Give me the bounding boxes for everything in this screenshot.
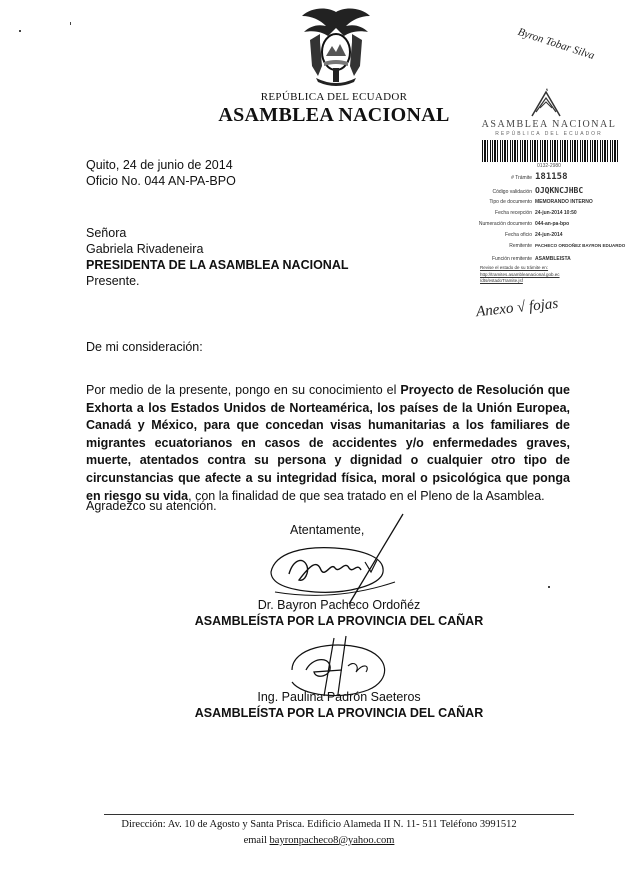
salutation: De mi consideración: xyxy=(86,340,203,354)
barcode xyxy=(482,140,618,162)
stamp-name: ASAMBLEA NACIONAL xyxy=(481,119,617,130)
barcode-number: 0132-2980 xyxy=(537,163,561,169)
stamp-row: Fecha recepción 24-jun-2014 10:50 xyxy=(495,210,577,216)
stamp-row: Remitente PACHECO ORDOÑEZ BAYRON EDUARDO xyxy=(509,243,626,249)
recipient-title: Señora xyxy=(86,226,127,240)
closing: Atentamente, xyxy=(290,523,365,537)
signer-2-name: Ing. Paulina Padrón Saeteros xyxy=(257,690,421,704)
stamp-subtitle: REPÚBLICA DEL ECUADOR xyxy=(495,131,603,137)
email-link[interactable]: bayronpacheco8@yahoo.com xyxy=(269,835,395,846)
stamp-row: Función remitente ASAMBLEISTA xyxy=(491,256,571,262)
footer-email: email bayronpacheco8@yahoo.com xyxy=(243,835,395,846)
scan-speck xyxy=(70,22,71,25)
signer-1-role: ASAMBLEÍSTA POR LA PROVINCIA DEL CAÑAR xyxy=(194,614,484,628)
stamp-row: Fecha oficio 24-jun-2014 xyxy=(505,232,563,238)
stamp-row: Código validación OJQKNCJHBC xyxy=(492,186,584,195)
annex-note: Anexo √ fojas xyxy=(475,295,559,321)
letter-body: Por medio de la presente, pongo en su conocimiento el Proyecto de Resolución que Exhorta a los Estados Unidos de Norteamérica, los países de la Unión Europea, Canadá y México, para que concedan visas humanitarias a los familiares de migrantes ecuatorianos en casos de accidentes y/o enfermedades graves, muerte, atentados contra su persona y dignidad o cualquier otro tipo de circunstancias que afecte a su integridad física, moral o psicológica que ponga en riesgo su vida, con la finalidad de que sea tratado en el Pleno de la Asamblea. xyxy=(86,383,570,503)
place-date: Quito, 24 de junio de 2014 xyxy=(86,158,233,172)
assembly-heading: ASAMBLEA NACIONAL xyxy=(218,104,450,126)
stamp-link[interactable]: http://tramites.asambleanacional.gob.ec xyxy=(480,272,560,277)
recipient-name: Gabriela Rivadeneira xyxy=(86,242,204,256)
assembly-logo-icon xyxy=(528,88,564,118)
scan-speck xyxy=(19,30,21,32)
footer-address: Dirección: Av. 10 de Agosto y Santa Prisca. Edificio Alameda II N. 11- 511 Teléfono 3991512 xyxy=(121,819,517,830)
office-number: Oficio No. 044 AN-PA-BPO xyxy=(86,174,236,188)
project-title: Proyecto de Resolución que Exhorta a los Estados Unidos de Norteamérica, los países de la Unión Europea, Canadá y México, para que concedan visas humanitarias a los familiares de migrantes ecuatorianos en casos de accidentes y/o enfermedades graves, muerte, atentados contra su persona y dignidad o cualquier otro tipo de circunstancias que afecte a su integridad física, moral o psicológica que ponga en riesgo su vida xyxy=(86,383,570,503)
recipient-closing: Presente. xyxy=(86,274,140,288)
signer-2-role: ASAMBLEÍSTA POR LA PROVINCIA DEL CAÑAR xyxy=(194,706,484,720)
signer-1-name: Dr. Bayron Pacheco Ordoñéz xyxy=(257,598,421,612)
recipient-role: PRESIDENTA DE LA ASAMBLEA NACIONAL xyxy=(86,258,349,272)
stamp-row: Tipo de documento MEMORANDO INTERNO xyxy=(489,199,593,205)
thanks: Agradezco su atención. xyxy=(86,499,217,513)
republic-heading: REPÚBLICA DEL ECUADOR xyxy=(260,91,408,103)
signature-1-icon xyxy=(265,512,415,608)
stamp-row: Numeración documento 044-an-pa-bpo xyxy=(478,221,570,227)
coat-of-arms-icon xyxy=(300,6,372,88)
handwritten-note: Byron Tobar Silva xyxy=(516,26,596,63)
stamp-link[interactable]: /dts/estadoTramite.jsf xyxy=(480,278,523,283)
footer-divider xyxy=(104,814,574,815)
stamp-row: # Trámite 181158 xyxy=(511,172,568,182)
stamp-lookup-note: Revise el estado de su trámite en: xyxy=(480,265,549,270)
scan-speck xyxy=(548,586,550,588)
